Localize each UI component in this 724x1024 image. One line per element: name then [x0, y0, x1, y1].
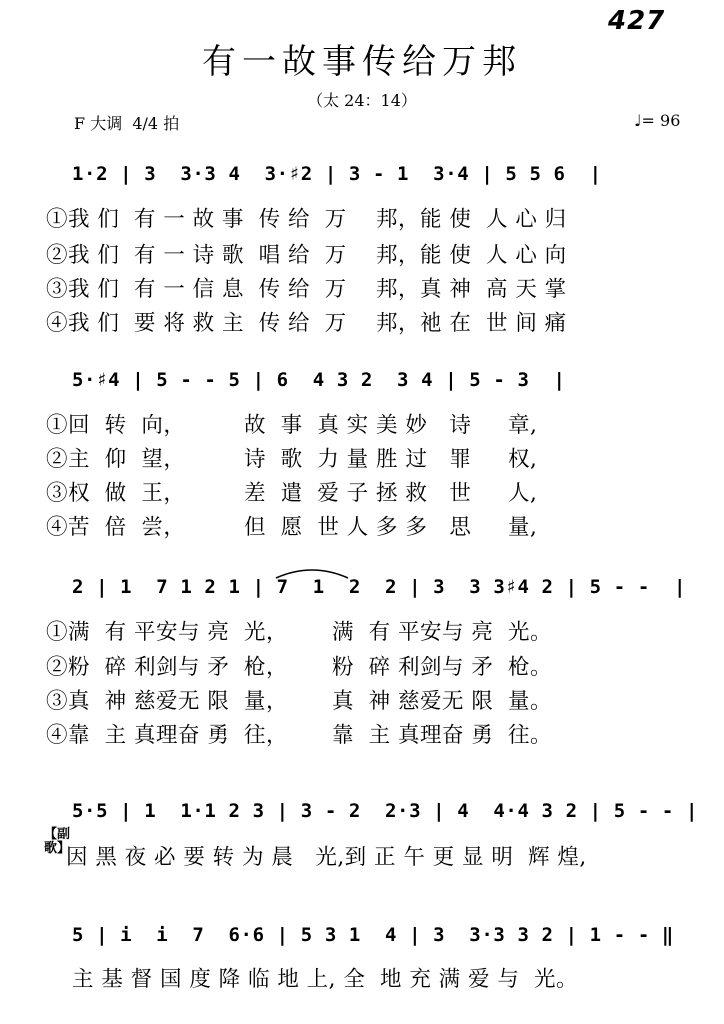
lyric-line-1-verse-3: ③我 们 有 一 信 息 传 给 万 邦，真 神 高 天 掌	[46, 277, 567, 302]
lyric-line-2-verse-1: ①回 转 向， 故 事 真 实 美 妙 诗 章,	[46, 413, 538, 438]
lyric-line-3-verse-4: ④靠 主 真理奋 勇 往， 靠 主 真理奋 勇 往。	[46, 723, 553, 748]
lyric-line-3-verse-3: ③真 神 慈爱无 限 量， 真 神 慈爱无 限 量。	[46, 689, 553, 714]
refrain-lyric-line-2: 主 基 督 国 度 降 临 地 上, 全 地 充 满 爱 与 光。	[72, 967, 579, 992]
notation-line-3: 2 | 1 7 1 2 1 | 7 1 2 2 | 3 3 3♯4 2 | 5 - - |	[72, 576, 686, 598]
lyric-line-1-verse-2: ②我 们 有 一 诗 歌 唱 给 万 邦，能 使 人 心 向	[46, 243, 567, 268]
lyric-line-1-verse-4: ④我 们 要 将 救 主 传 给 万 邦，祂 在 世 间 痛	[46, 311, 567, 336]
lyric-line-2-verse-3: ③权 做 王， 差 遣 爱 子 拯 救 世 人,	[46, 481, 538, 506]
lyric-line-2-verse-4: ④苦 倍 尝， 但 愿 世 人 多 多 思 量,	[46, 515, 538, 540]
notation-line-2: 5·♯4 | 5 - - 5 | 6 4 3 2 3 4 | 5 - 3 |	[72, 369, 566, 391]
notation-line-1: 1·2 | 3 3·3 4 3·♯2 | 3 - 1 3·4 | 5 5 6 |	[72, 163, 602, 185]
notation-line-5: 5 | i i 7 6·6 | 5 3 1 4 | 3 3·3 3 2 | 1 - - ‖	[72, 924, 674, 946]
refrain-label: 【副歌】	[44, 827, 71, 856]
lyric-line-3-verse-2: ②粉 碎 利剑与 矛 枪， 粉 碎 利剑与 矛 枪。	[46, 655, 553, 680]
lyric-line-1-verse-1: ①我 们 有 一 故 事 传 给 万 邦，能 使 人 心 归	[46, 207, 567, 232]
lyric-line-3-verse-1: ①满 有 平安与 亮 光， 满 有 平安与 亮 光。	[46, 620, 553, 645]
refrain-lyric-line-1: 因 黑 夜 必 要 转 为 晨 光,到 正 午 更 显 明 辉 煌,	[66, 845, 587, 870]
hymn-number: 427	[608, 6, 666, 36]
key-and-time-signature: F 大调 4/4 拍	[74, 114, 180, 133]
scripture-reference: （太 24：14）	[307, 91, 417, 110]
tempo-marking: ♩= 96	[634, 111, 681, 130]
lyric-line-2-verse-2: ②主 仰 望， 诗 歌 力 量 胜 过 罪 权,	[46, 447, 538, 472]
song-title: 有一故事传给万邦	[202, 42, 522, 82]
notation-line-4: 5·5 | 1 1·1 2 3 | 3 - 2 2·3 | 4 4·4 3 2 | 5 - - |	[72, 800, 699, 822]
